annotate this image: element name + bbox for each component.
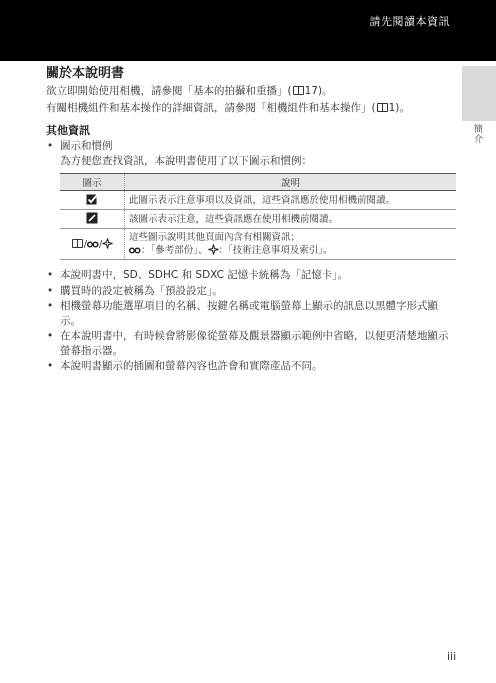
table-header-row [60,174,456,191]
check-box-icon [86,193,98,205]
reference-section-icon [129,246,141,255]
ref-desc-a: ：「參考部份」、 [141,245,208,256]
intro-2-ref: 1 [388,101,396,114]
page-number: iii [447,650,457,663]
icons-intro-text: 為方便您查找資訊，本說明書使用了以下圖示和慣例： [60,154,312,167]
list-item: • 本說明書顯示的插圖和螢幕內容也許會和實際產品不同。 [46,359,456,374]
table-header-icon: 圖示 [60,174,125,191]
list-item: • 相機螢幕功能選單項目的名稱、按鍵名稱或電腦螢幕上顯示的訊息以黑體字形式顯示。 [46,299,456,328]
table-cell-desc: 該圖示表示注意，這些資訊應在使用相機前閱讀。 [125,210,457,229]
intro-1-end: )。 [317,85,333,97]
intro-paragraph-2 [46,101,456,116]
list-item: • 本說明書中，SD、SDHC 和 SDXC 記憶卡統稱為「記憶卡」。 [46,268,456,283]
table-row [60,191,456,210]
main-content [46,66,456,375]
intro-1-ref: 17 [304,85,318,97]
table-row [60,229,456,260]
section-tab-label: 簡介 [472,124,482,144]
list-item: • 圖示和慣例 [46,139,456,154]
intro-2-end: )。 [395,101,410,114]
icons-table [60,173,456,260]
ref-desc-line2 [129,244,452,257]
header-title: 請先閱讀本資訊 [369,15,450,28]
table-header-desc: 說明 [125,174,457,191]
section-tab [462,66,496,121]
table-cell-icon [60,210,125,229]
technical-notes-icon [102,238,113,249]
ref-desc-line1: 這些圖示說明其他頁面內含有相關資訊； [129,232,301,243]
ref-desc-b: ：「技術注意事項及索引」。 [218,245,333,256]
header-bar [0,0,496,61]
technical-notes-icon [208,244,219,255]
list-item: • 購買時的設定被稱為「預設設定」。 [46,284,456,299]
table-row [60,210,456,229]
intro-2-text: 有關相機組件和基本操作的詳細資訊，請參閱「相機組件和基本操作」( [46,101,376,114]
intro-paragraph-1 [46,84,456,99]
section-title: 關於本說明書 [46,66,125,81]
note-pencil-icon [86,212,98,224]
book-icon [377,103,388,112]
book-icon [72,239,83,248]
intro-1-text: 欲立即開始使用相機，請參閱「基本的拍攝和重播」( [46,85,292,97]
table-cell-icon [60,191,125,210]
book-icon [293,86,304,95]
table-cell-desc [125,229,457,260]
notes-list [46,268,456,374]
table-cell-desc: 此圖示表示注意事項以及資訊，這些資訊應於使用相機前閱讀。 [125,191,457,210]
other-info-title: 其他資訊 [46,124,90,137]
table-cell-icon: / / [60,229,125,260]
reference-section-icon [87,240,99,249]
list-item: • 在本說明書中，有時候會將影像從螢幕及觀景器顯示範例中省略，以便更清楚地顯示螢幕指示器。 [46,329,456,358]
